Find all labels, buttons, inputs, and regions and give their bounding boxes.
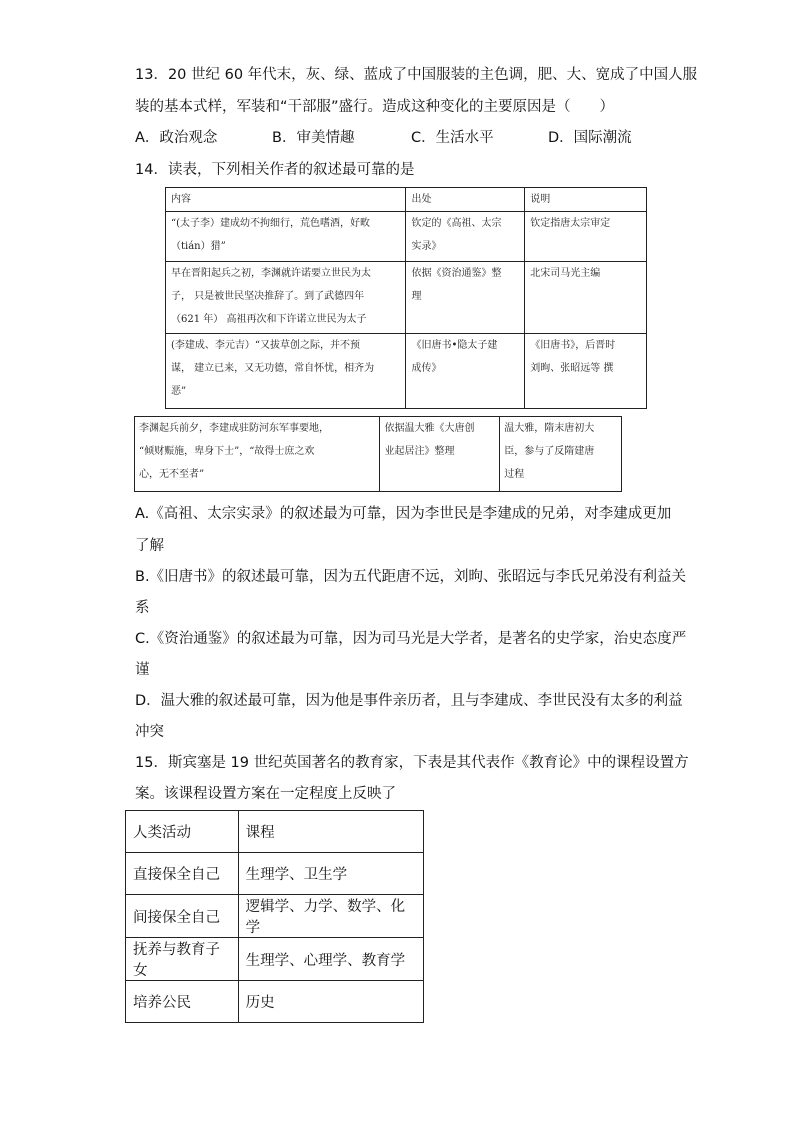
q14-option-d-cont: 冲突 xyxy=(135,724,164,740)
table-cell: 北宋司马光主编 xyxy=(525,262,647,334)
table-row xyxy=(126,938,424,981)
table-header-cell: 内容 xyxy=(166,188,406,212)
table-cell: 钦定的《高祖、太宗 实录》 xyxy=(406,212,525,262)
table-cell: 直接保全自己 xyxy=(126,853,239,895)
q14-option-c[interactable]: C.《资治通鉴》的叙述最为可靠，因为司马光是大学者，是著名的史学家，治史态度严 xyxy=(135,631,687,647)
q14-stem: 14．读表，下列相关作者的叙述最可靠的是 xyxy=(135,162,415,178)
table-cell: 《旧唐书•隐太子建 成传》 xyxy=(406,334,525,409)
q14-option-c-cont: 谨 xyxy=(135,662,150,678)
table-cell: 历史 xyxy=(238,981,423,1023)
table-cell: 人类活动 xyxy=(126,811,239,853)
table-cell: “(太子李）建成幼不拘细行，荒色嗜酒，好畋 （tián）猎” xyxy=(166,212,406,262)
table-cell: 生理学、卫生学 xyxy=(238,853,423,895)
table-cell: 钦定指唐太宗审定 xyxy=(525,212,647,262)
table-cell: 早在晋阳起兵之初，李渊就许诺要立世民为太 子， 只是被世民坚决推辞了。到了武德四年 （621 年） 高祖再次和下许诺立世民为太子 xyxy=(166,262,406,334)
table-row xyxy=(166,334,647,409)
table-row xyxy=(135,417,622,492)
q14-option-a-cont: 了解 xyxy=(135,538,164,554)
q13-option-b[interactable]: B．审美情趣 xyxy=(272,130,355,146)
q15-stem-line2: 案。该课程设置方案在一定程度上反映了 xyxy=(135,786,396,802)
q14-source-table-continued xyxy=(134,416,622,492)
table-cell: 依据温大雅《大唐创 业起居注》整理 xyxy=(380,417,500,492)
table-header-cell: 说明 xyxy=(525,188,647,212)
table-cell: 培养公民 xyxy=(126,981,239,1023)
q15-stem-line1: 15．斯宾塞是 19 世纪英国著名的教育家，下表是其代表作《教育论》中的课程设置方 xyxy=(135,755,689,771)
table-row xyxy=(166,212,647,262)
q14-source-table xyxy=(165,187,647,409)
table-row xyxy=(126,981,424,1023)
table-cell: 李渊起兵前夕，李建成驻防河东军事要地， “倾财赈施，卑身下士”，“故得士庶之欢 心，无不至者” xyxy=(135,417,380,492)
q13-option-c[interactable]: C．生活水平 xyxy=(411,130,494,146)
table-cell: 生理学、心理学、教育学 xyxy=(238,938,423,981)
table-cell: 课程 xyxy=(238,811,423,853)
q13-option-d[interactable]: D．国际潮流 xyxy=(548,130,632,146)
table-cell: (李建成、李元吉）“又拔草创之际，并不预 谋， 建立已来，又无功德，常自怀忧，相齐为 恶” xyxy=(166,334,406,409)
table-row xyxy=(126,853,424,895)
q14-option-a[interactable]: A.《高祖、太宗实录》的叙述最为可靠，因为李世民是李建成的兄弟，对李建成更加 xyxy=(135,506,672,522)
table-header-row xyxy=(166,188,647,212)
q13-stem-line2: 装的基本式样，军装和“干部服”盛行。造成这种变化的主要原因是（ ） xyxy=(135,99,615,115)
table-row xyxy=(126,811,424,853)
q14-option-b[interactable]: B.《旧唐书》的叙述最可靠，因为五代距唐不远，刘昫、张昭远与李氏兄弟没有利益关 xyxy=(135,569,687,585)
table-header-cell: 出处 xyxy=(406,188,525,212)
q13-option-a[interactable]: A．政治观念 xyxy=(135,130,218,146)
q13-stem-line1: 13．20 世纪 60 年代末，灰、绿、蓝成了中国服装的主色调，肥、大、宽成了中国人服 xyxy=(135,67,698,83)
table-row xyxy=(166,262,647,334)
table-cell: 温大雅，隋末唐初大 臣，参与了反隋建唐 过程 xyxy=(500,417,622,492)
table-cell: 《旧唐书》，后晋时 刘昫、张昭远等 撰 xyxy=(525,334,647,409)
q14-option-b-cont: 系 xyxy=(135,600,150,616)
table-cell: 抚养与教育子女 xyxy=(126,938,239,981)
q14-option-d[interactable]: D．温大雅的叙述最可靠，因为他是事件亲历者，且与李建成、李世民没有太多的利益 xyxy=(135,693,683,709)
table-cell: 逻辑学、力学、数学、化学 xyxy=(238,895,423,938)
q15-curriculum-table xyxy=(125,810,424,1023)
table-row xyxy=(126,895,424,938)
table-cell: 间接保全自己 xyxy=(126,895,239,938)
table-cell: 依据《资治通鉴》整 理 xyxy=(406,262,525,334)
